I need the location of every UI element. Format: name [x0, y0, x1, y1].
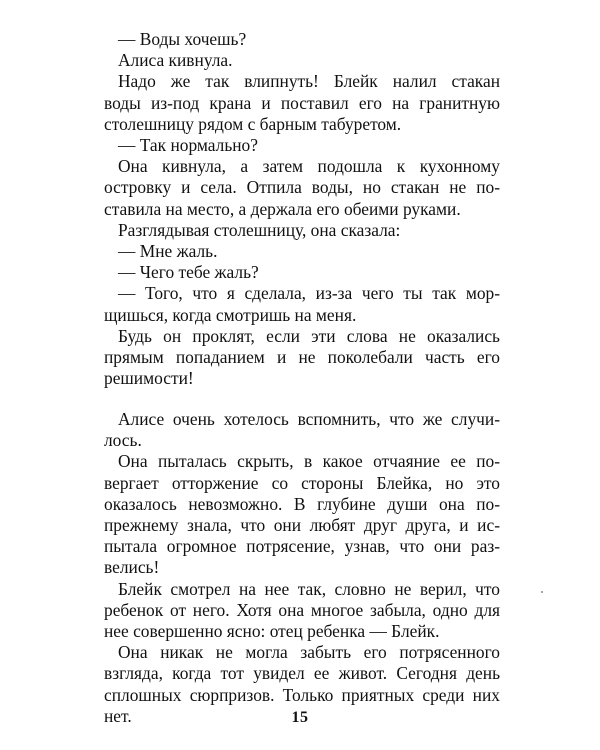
text-line: — Так нормально? [118, 135, 258, 156]
text-line: — Чего тебе жаль? [118, 262, 259, 283]
text-line: прежнему знала, что они любят друг друга, и ис- [104, 515, 500, 536]
top-text-block [104, 29, 500, 389]
text-line: взгляда, когда тот увидел ее живот. Сегодня день [104, 663, 500, 684]
page-number: 15 [291, 709, 309, 726]
text-line: Алиса кивнула. [118, 50, 233, 71]
text-line: столешницу рядом с барным табуретом. [104, 113, 402, 134]
text-line: нее совершенно ясно: отец ребенка — Блейк. [104, 621, 440, 642]
paragraph [104, 451, 500, 578]
paragraph [104, 579, 500, 643]
bottom-text-block [104, 409, 500, 727]
paragraph [104, 71, 500, 135]
text-line: Будь он проклят, если эти слова не оказались [118, 325, 500, 346]
paragraph [104, 283, 500, 325]
text-line: островку и села. Отпила воды, но стакан не по- [104, 177, 500, 198]
paragraph [104, 241, 500, 262]
text-line: Разглядывая столешницу, она сказала: [118, 219, 401, 240]
text-line: нет. [104, 705, 132, 726]
paragraph [104, 326, 500, 390]
text-line: Алисе очень хотелось вспомнить, что же случи- [118, 409, 500, 429]
text-line: оказалось невозможно. В глубине души она по- [104, 493, 500, 514]
paragraph [104, 262, 500, 283]
text-line: Она пыталась скрыть, в какое отчаяние ее по- [118, 451, 500, 472]
text-line: — Воды хочешь? [118, 29, 247, 49]
paragraph [104, 50, 500, 71]
text-line: Она кивнула, а затем подошла к кухонному [118, 156, 500, 177]
text-line: сплошных сюрпризов. Только приятных среди них [104, 684, 500, 705]
text-line: — Того, что я сделала, из-за чего ты так мор- [118, 283, 500, 304]
text-line: прямым попаданием и не поколебали часть его [104, 347, 500, 368]
scan-speck [541, 591, 543, 593]
text-line: щишься, когда смотришь на меня. [104, 304, 357, 325]
text-line: велись! [104, 557, 160, 578]
text-line: вергает отторжение со стороны Блейка, но это [104, 472, 500, 493]
text-line: ставила на место, а держала его обеими руками. [104, 198, 461, 219]
text-line: решимости! [104, 368, 194, 389]
paragraph [104, 135, 500, 156]
text-line: пытала огромное потрясение, узнав, что они раз- [104, 536, 500, 557]
text-line: Она никак не могла забыть его потрясенного [118, 642, 500, 663]
text-line: — Мне жаль. [118, 241, 218, 262]
paragraph [104, 29, 500, 50]
text-line: Надо же так влипнуть! Блейк налил стакан [118, 71, 500, 92]
paragraph [104, 156, 500, 220]
paragraph [104, 409, 500, 451]
text-line: Блейк смотрел на нее так, словно не верил, что [118, 578, 500, 599]
text-line: лось. [104, 430, 142, 451]
text-line: ребенок от него. Хотя она многое забыла, одно для [104, 599, 500, 620]
text-line: воды из-под крана и поставил его на гранитную [104, 92, 500, 113]
paragraph [104, 220, 500, 241]
